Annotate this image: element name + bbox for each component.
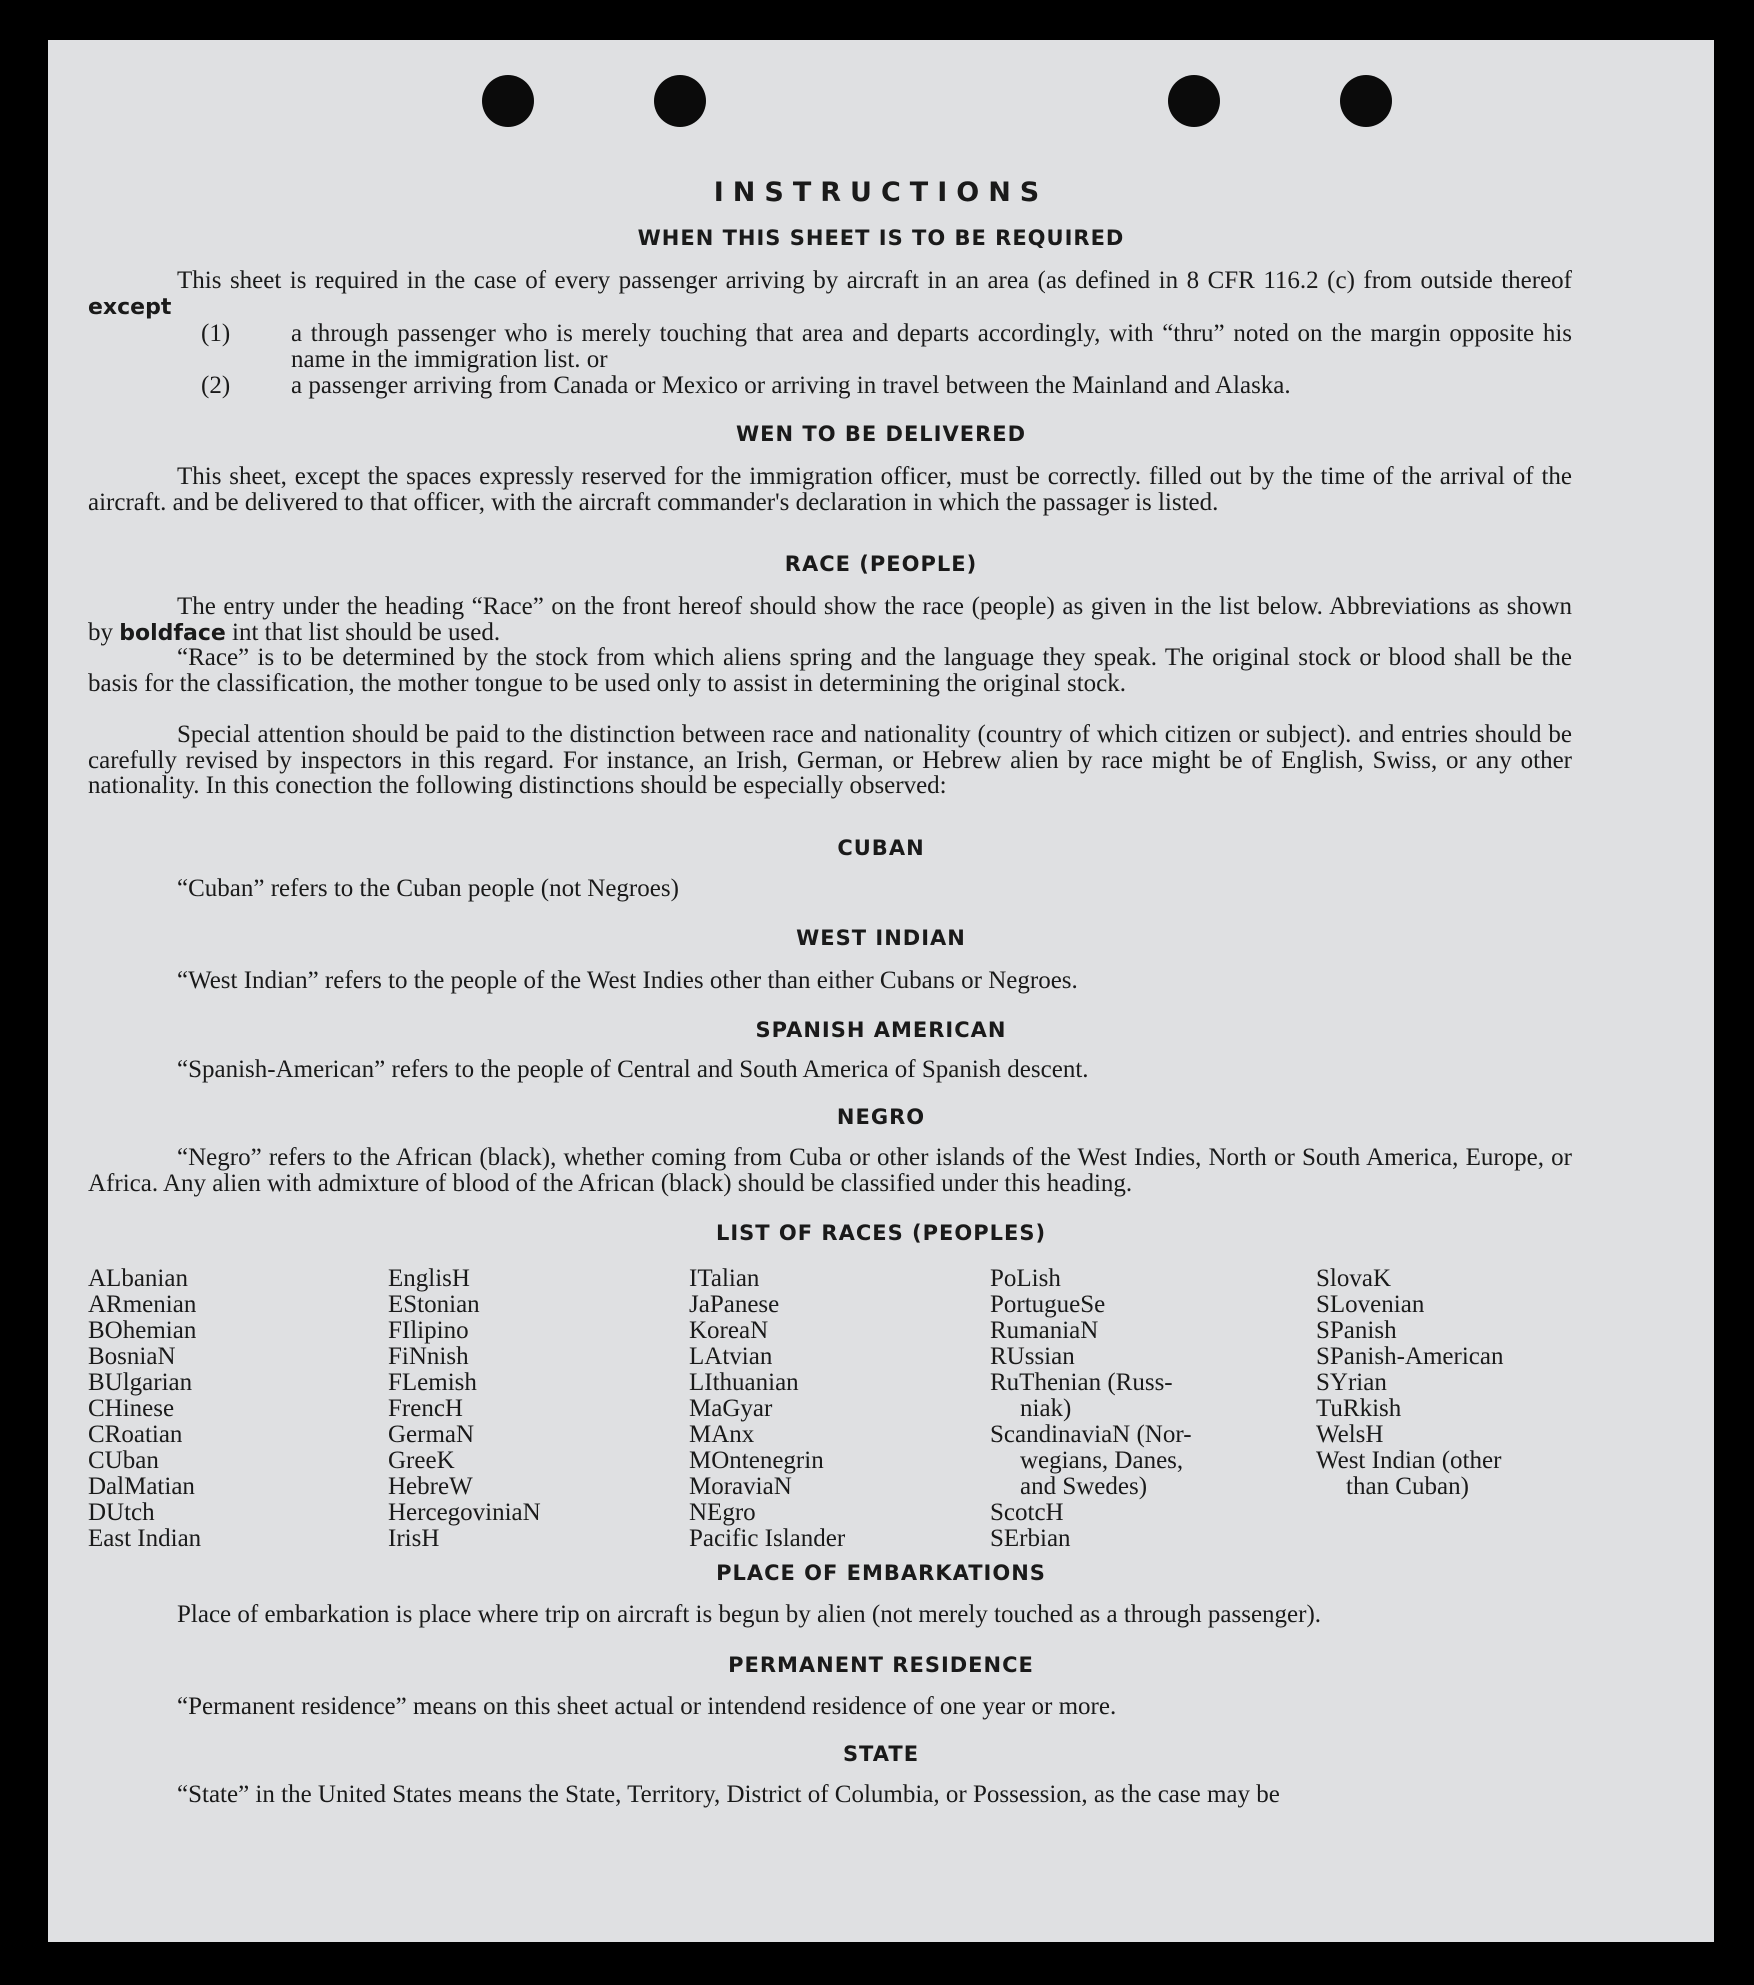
item-text: a passenger arriving from Canada or Mexico or arriving in travel between the Mainland and Alaska. (291, 372, 1291, 399)
race-entry: ScandinaviaN (Nor- (990, 1421, 1192, 1448)
race-entry: LIthuanian (689, 1369, 799, 1396)
race-paragraph-1 (88, 594, 1572, 646)
race-entry: MOntenegrin (689, 1447, 824, 1474)
heading-cuban: CUBAN (837, 836, 925, 860)
race-entry: DUtch (88, 1499, 155, 1526)
document-page (48, 40, 1714, 1942)
race-entry: SErbian (990, 1525, 1071, 1552)
page-title: INSTRUCTIONS (713, 177, 1049, 208)
race-entry-continued: and Swedes) (1020, 1473, 1148, 1500)
race-entry: EnglisH (388, 1265, 470, 1292)
race-entry: East Indian (88, 1525, 202, 1552)
required-text: This sheet is required in the case of every passenger arriving by aircraft in an area (as defined in 8 CFR 116.2 (c) from outside thereof (177, 267, 1572, 294)
races-column-4 (990, 1266, 1192, 1552)
heading-state: STATE (842, 1742, 920, 1766)
heading-west-indian: WEST INDIAN (796, 926, 966, 950)
heading-race: RACE (PEOPLE) (784, 552, 978, 576)
race-entry: RUssian (990, 1343, 1075, 1370)
race-text-b: int that list should be used. (232, 618, 501, 646)
race-entry: HebreW (388, 1473, 473, 1500)
race-entry-continued: niak) (1020, 1395, 1072, 1422)
race-entry: DalMatian (88, 1473, 195, 1500)
race-entry: NEgro (689, 1499, 756, 1526)
exception-item-1 (201, 321, 1572, 372)
race-entry: MoraviaN (689, 1473, 792, 1500)
race-entry: West Indian (other (1316, 1447, 1502, 1474)
race-entry: GermaN (388, 1421, 475, 1448)
race-entry: ALbanian (88, 1265, 188, 1292)
race-entry: ScotcH (990, 1499, 1064, 1526)
race-entry: SLovenian (1316, 1291, 1425, 1318)
heading-when-delivered: WEN TO BE DELIVERED (735, 422, 1027, 446)
race-entry: FLemish (388, 1369, 477, 1396)
punch-hole (654, 75, 706, 127)
negro-paragraph: “Negro” refers to the African (black), whether coming from Cuba or other islands of the West Indies, North or South America, Europe, or Africa. Any alien with admixture of blood of the African (black) should be classified under this heading. (88, 1144, 1572, 1197)
heading-spanish-american: SPANISH AMERICAN (755, 1018, 1007, 1042)
races-column-5 (1316, 1266, 1503, 1500)
race-entry: SYrian (1316, 1369, 1387, 1396)
race-text-a: The entry under the heading “Race” on the front hereof should show the race (people) as given in the list below. Abbreviations as shown by (88, 593, 1572, 646)
delivered-paragraph: This sheet, except the spaces expressly reserved for the immigration officer, must be correctly. filled out by the time of the arrival of the aircraft. and be delivered to that officer, with the aircraft commander's declaration in which the passager is listed. (88, 463, 1572, 516)
race-entry: TuRkish (1316, 1395, 1402, 1422)
heading-list-of-races: LIST OF RACES (PEOPLES) (715, 1221, 1047, 1245)
cuban-paragraph: “Cuban” refers to the Cuban people (not Negroes) (177, 875, 679, 902)
race-entry: GreeK (388, 1447, 455, 1474)
race-entry: RumaniaN (990, 1317, 1099, 1344)
race-entry: HercegoviniaN (388, 1499, 541, 1526)
race-entry-continued: wegians, Danes, (1020, 1447, 1184, 1474)
race-entry: WelsH (1316, 1421, 1384, 1448)
punch-hole (1168, 75, 1220, 127)
race-paragraph-3: Special attention should be paid to the distinction between race and nationality (country of which citizen or subject). and entries should be carefully revised by inspectors in this regard. For instance, an Irish, German, or Hebrew alien by race might be of English, Swiss, or any other nationality. In this conection the following distinctions should be especially observed: (88, 721, 1572, 800)
item-text: a through passenger who is merely touching that area and departs accordingly, with “thru” noted on the margin opposite his name in the immigration list. or (291, 320, 1572, 373)
except-bold: except (88, 294, 172, 320)
race-entry: JaPanese (689, 1291, 780, 1318)
race-entry: SPanish (1316, 1317, 1397, 1344)
spanish-american-paragraph: “Spanish-American” refers to the people of Central and South America of Spanish descent. (177, 1056, 1089, 1083)
race-entry: CHinese (88, 1395, 175, 1422)
race-entry: BUlgarian (88, 1369, 193, 1396)
race-entry: PoLish (990, 1265, 1061, 1292)
heading-negro: NEGRO (836, 1105, 926, 1129)
exception-item-2 (201, 373, 1572, 399)
race-entry: KoreaN (689, 1317, 769, 1344)
item-number: (2) (201, 372, 231, 399)
heading-embarkation: PLACE OF EMBARKATIONS (716, 1561, 1046, 1585)
embarkation-paragraph: Place of embarkation is place where trip on aircraft is begun by alien (not merely touched as a through passenger). (177, 1601, 1322, 1628)
state-paragraph: “State” in the United States means the State, Territory, District of Columbia, or Possession, as the case may be (177, 1781, 1280, 1808)
race-entry: CRoatian (88, 1421, 183, 1448)
race-entry: CUban (88, 1447, 159, 1474)
heading-permanent-residence: PERMANENT RESIDENCE (728, 1653, 1034, 1677)
item-number: (1) (201, 320, 231, 347)
races-column-1 (88, 1266, 201, 1552)
boldface-bold: boldface (119, 620, 226, 646)
race-entry: EStonian (388, 1291, 480, 1318)
race-entry: BOhemian (88, 1317, 197, 1344)
punch-hole (1340, 75, 1392, 127)
west-indian-paragraph: “West Indian” refers to the people of the West Indies other than either Cubans or Negroes. (177, 967, 1078, 994)
race-entry: FiNnish (388, 1343, 469, 1370)
races-column-2 (388, 1266, 541, 1552)
required-paragraph (88, 268, 1572, 320)
race-entry: MaGyar (689, 1395, 773, 1422)
punch-hole (482, 75, 534, 127)
race-entry: ITalian (689, 1265, 760, 1292)
race-entry: SPanish-American (1316, 1343, 1504, 1370)
races-column-3 (689, 1266, 845, 1552)
race-entry: RuThenian (Russ- (990, 1369, 1173, 1396)
race-entry: LAtvian (689, 1343, 773, 1370)
race-entry: SlovaK (1316, 1265, 1391, 1292)
race-entry: FrencH (388, 1395, 463, 1422)
race-entry: IrisH (388, 1525, 440, 1552)
permanent-residence-paragraph: “Permanent residence” means on this sheet actual or intendend residence of one year or more. (177, 1693, 1117, 1720)
race-entry: FIlipino (388, 1317, 469, 1344)
race-entry: BosniaN (88, 1343, 176, 1370)
race-entry: MAnx (689, 1421, 755, 1448)
race-entry-continued: than Cuban) (1346, 1473, 1469, 1500)
race-entry: Pacific Islander (689, 1525, 846, 1552)
race-entry: PortugueSe (990, 1291, 1106, 1318)
race-paragraph-2: “Race” is to be determined by the stock from which aliens spring and the language they speak. The original stock or blood shall be the basis for the classification, the mother tongue to be used only to assist in determining the original stock. (88, 644, 1572, 697)
heading-when-required: WHEN THIS SHEET IS TO BE REQUIRED (637, 226, 1125, 250)
race-entry: ARmenian (88, 1291, 197, 1318)
